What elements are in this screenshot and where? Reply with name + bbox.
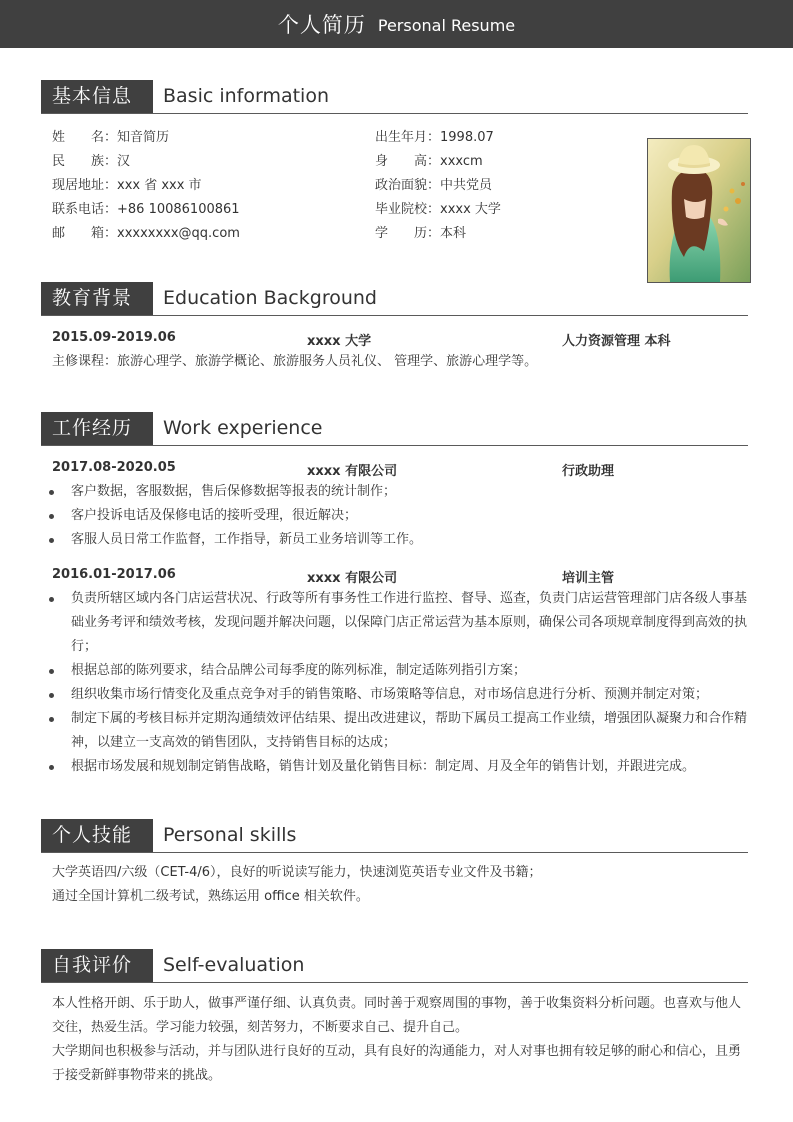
info-name: 姓 名：知音简历 (52, 130, 170, 145)
info-school: 毕业院校：xxxx 大学 (375, 202, 501, 217)
info-height: 身 高：xxxcm (375, 154, 483, 169)
section-tag: 个人技能 (41, 819, 153, 852)
edu-school: xxxx 大学 (307, 334, 372, 349)
section-title-en: Personal skills (163, 824, 297, 846)
edu-major: 人力资源管理 本科 (562, 334, 671, 349)
section-header (41, 80, 748, 114)
duty-text: 客户数据，客服数据，售后保修数据等报表的统计制作； (71, 484, 397, 499)
section-title-en: Work experience (163, 417, 323, 439)
section-basic-info (41, 80, 748, 114)
section-tag: 工作经历 (41, 412, 153, 445)
bullet-icon (49, 490, 54, 495)
duty-item (49, 480, 749, 504)
duty-item (49, 504, 749, 528)
duty-item (49, 707, 749, 755)
duty-item (49, 755, 749, 779)
duty-text: 根据总部的陈列要求，结合品牌公司每季度的陈列标准，制定适陈列指引方案； (71, 663, 527, 678)
duty-text: 客服人员日常工作监督，工作指导，新员工业务培训等工作。 (71, 532, 423, 547)
duty-text: 客户投诉电话及保修电话的接听受理，很近解决； (71, 508, 358, 523)
section-header (41, 282, 748, 316)
section-header (41, 819, 748, 853)
self-eval-paragraph: 本人性格开朗、乐于助人，做事严谨仔细、认真负责。同时善于观察周围的事物，善于收集资料分析问题。也喜欢与他人交往，热爱生活。学习能力较强，刻苦努力，不断要求自己、提升自己。 (52, 996, 742, 1035)
section-title-en: Basic information (163, 85, 329, 107)
job-date: 2017.08-2020.05 (52, 460, 176, 475)
duty-text: 负责所辖区域内各门店运营状况、行政等所有事务性工作进行监控、督导、巡查，负责门店运营管理部门店各级人事基础业务考评和绩效考核，发现问题并解决问题，以保障门店正常运营为基本原则，确保公司各项规章制度得到高效的执行； (71, 591, 748, 654)
section-tag: 基本信息 (41, 80, 153, 113)
info-phone: 联系电话：+86 10086100861 (52, 202, 240, 217)
bullet-icon (49, 597, 54, 602)
duty-text: 组织收集市场行情变化及重点竞争对手的销售策略、市场策略等信息，对市场信息进行分析、预测并制定对策； (71, 687, 709, 702)
section-header (41, 412, 748, 446)
duty-item (49, 528, 749, 552)
skill-line: 大学英语四/六级（CET-4/6），良好的听说读写能力，快速浏览英语专业文件及书籍； (52, 865, 542, 880)
info-political: 政治面貌：中共党员 (375, 178, 493, 193)
duty-item (49, 659, 749, 683)
bullet-icon (49, 669, 54, 674)
section-tag: 自我评价 (41, 949, 153, 982)
info-ethnicity: 民 族：汉 (52, 154, 131, 169)
resume-header (0, 0, 793, 48)
duty-item (49, 683, 749, 707)
bullet-icon (49, 538, 54, 543)
section-skills (41, 819, 748, 853)
job-position: 行政助理 (562, 464, 615, 479)
info-birth: 出生年月：1998.07 (375, 130, 494, 145)
bullet-icon (49, 693, 54, 698)
duty-item (49, 587, 749, 659)
job-position: 培训主管 (562, 571, 615, 586)
info-address: 现居地址：xxx 省 xxx 市 (52, 178, 202, 193)
section-self-evaluation (41, 949, 748, 983)
section-title-en: Self-evaluation (163, 954, 305, 976)
section-work (41, 412, 748, 446)
bullet-icon (49, 514, 54, 519)
duty-text: 制定下属的考核目标并定期沟通绩效评估结果、提出改进建议，帮助下属员工提高工作业绩，增强团队凝聚力和合作精神，以建立一支高效的销售团队，支持销售目标的达成； (71, 711, 748, 750)
profile-photo (647, 138, 751, 283)
section-tag: 教育背景 (41, 282, 153, 315)
edu-courses: 主修课程：旅游心理学、旅游学概论、旅游服务人员礼仪、 管理学、旅游心理学等。 (52, 354, 538, 369)
edu-date: 2015.09-2019.06 (52, 330, 176, 345)
resume-title: 个人简历 (277, 13, 366, 37)
skill-line: 通过全国计算机二级考试，熟练运用 office 相关软件。 (52, 889, 369, 904)
section-header (41, 949, 748, 983)
info-degree: 学 历：本科 (375, 226, 467, 241)
section-education (41, 282, 748, 316)
bullet-icon (49, 765, 54, 770)
info-email: 邮 箱：xxxxxxxx@qq.com (52, 226, 240, 241)
job-company: xxxx 有限公司 (307, 571, 398, 586)
job-company: xxxx 有限公司 (307, 464, 398, 479)
section-title-en: Education Background (163, 287, 377, 309)
self-eval-paragraph: 大学期间也积极参与活动，并与团队进行良好的互动，具有良好的沟通能力，对人对事也拥有较足够的耐心和信心，且勇于接受新鲜事物带来的挑战。 (52, 1044, 742, 1083)
job-date: 2016.01-2017.06 (52, 567, 176, 582)
bullet-icon (49, 717, 54, 722)
resume-title-en: Personal Resume (377, 16, 516, 35)
duty-text: 根据市场发展和规划制定销售战略，销售计划及量化销售目标：制定周、月及全年的销售计划，并跟进完成。 (71, 759, 696, 774)
